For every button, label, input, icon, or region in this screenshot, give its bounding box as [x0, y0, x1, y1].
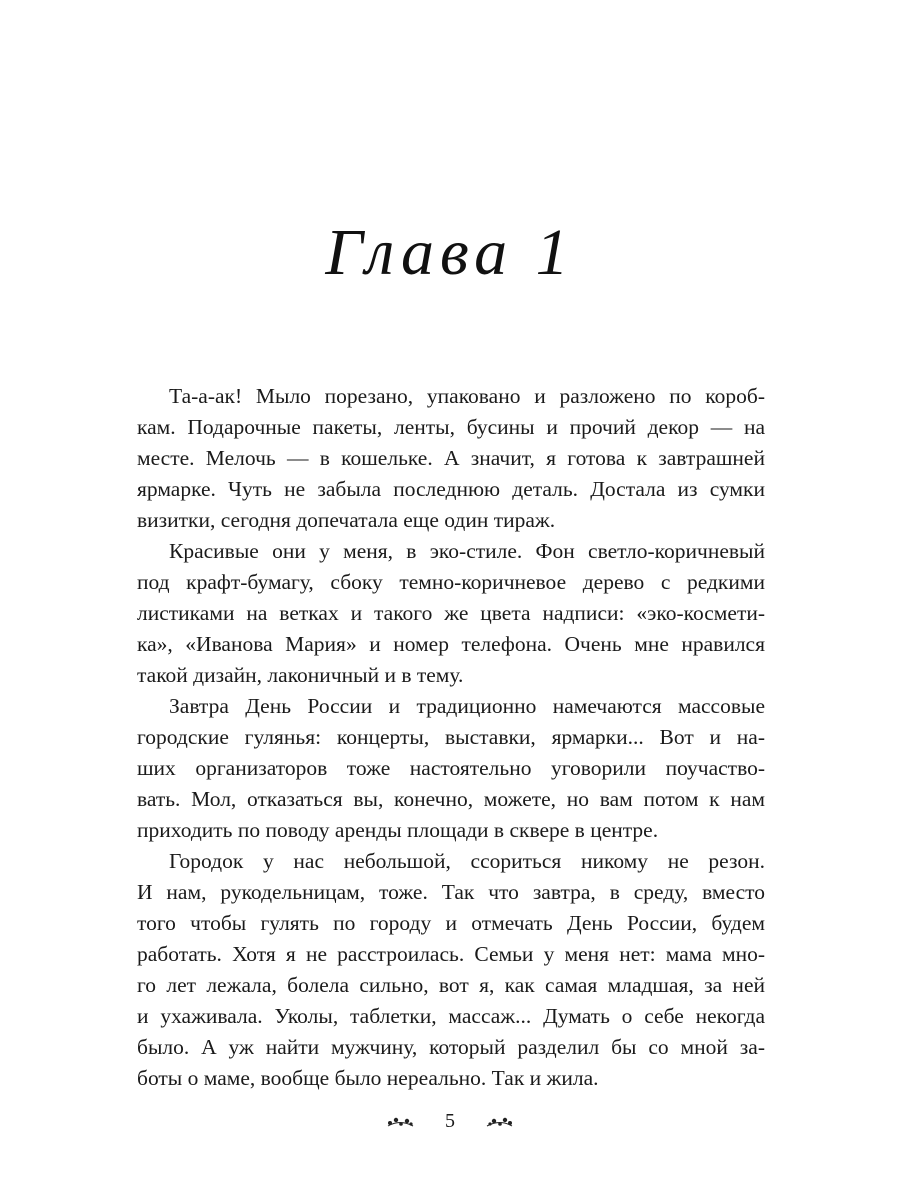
text-line: ка», «Иванова Мария» и номер телефона. Очень мне нравился: [137, 632, 765, 656]
text-line: приходить по поводу аренды площади в сквере в центре.: [137, 818, 659, 842]
text-line: листиками на ветках и такого же цвета надписи: «эко-космети-: [137, 601, 765, 625]
text-line: Красивые они у меня, в эко-стиле. Фон светло-коричневый: [169, 539, 765, 563]
text-line: городские гулянья: концерты, выставки, ярмарки... Вот и на-: [137, 725, 765, 749]
text-line: Завтра День России и традиционно намечаются массовые: [169, 694, 765, 718]
text-line: Та-а-ак! Мыло порезано, упаковано и разложено по короб-: [169, 384, 765, 408]
text-line: ших организаторов тоже настоятельно уговорили поучаство-: [137, 756, 765, 780]
text-line: го лет лежала, болела сильно, вот я, как самая младшая, за ней: [137, 973, 765, 997]
text-line: под крафт-бумагу, сбоку темно-коричневое дерево с редкими: [137, 570, 765, 594]
text-line: месте. Мелочь — в кошельке. А значит, я готова к завтрашней: [137, 446, 765, 470]
chapter-title: Глава 1: [325, 216, 575, 289]
text-line: визитки, сегодня допечатала еще один тираж.: [137, 508, 556, 532]
text-line: ярмарке. Чуть не забыла последнюю деталь. Достала из сумки: [137, 477, 765, 501]
text-line: и ухаживала. Уколы, таблетки, массаж... Думать о себе некогда: [137, 1004, 765, 1028]
floral-ornament-icon: [486, 1115, 514, 1129]
page-footer: [0, 1110, 900, 1133]
page-number: 5: [445, 1110, 455, 1132]
text-line: того чтобы гулять по городу и отмечать День России, будем: [137, 911, 765, 935]
body-text: [137, 381, 765, 1094]
text-line: И нам, рукодельницам, тоже. Так что завтра, в среду, вместо: [137, 880, 765, 904]
text-line: такой дизайн, лаконичный и в тему.: [137, 663, 464, 687]
text-line: кам. Подарочные пакеты, ленты, бусины и прочий декор — на: [137, 415, 765, 439]
text-line: боты о маме, вообще было нереально. Так и жила.: [137, 1066, 599, 1090]
text-line: Городок у нас небольшой, ссориться никому не резон.: [169, 849, 765, 873]
text-line: было. А уж найти мужчину, который разделил бы со мной за-: [137, 1035, 765, 1059]
text-line: работать. Хотя я не расстроилась. Семьи у меня нет: мама мно-: [137, 942, 765, 966]
text-line: вать. Мол, отказаться вы, конечно, можете, но вам потом к нам: [137, 787, 765, 811]
floral-ornament-icon: [386, 1115, 414, 1129]
